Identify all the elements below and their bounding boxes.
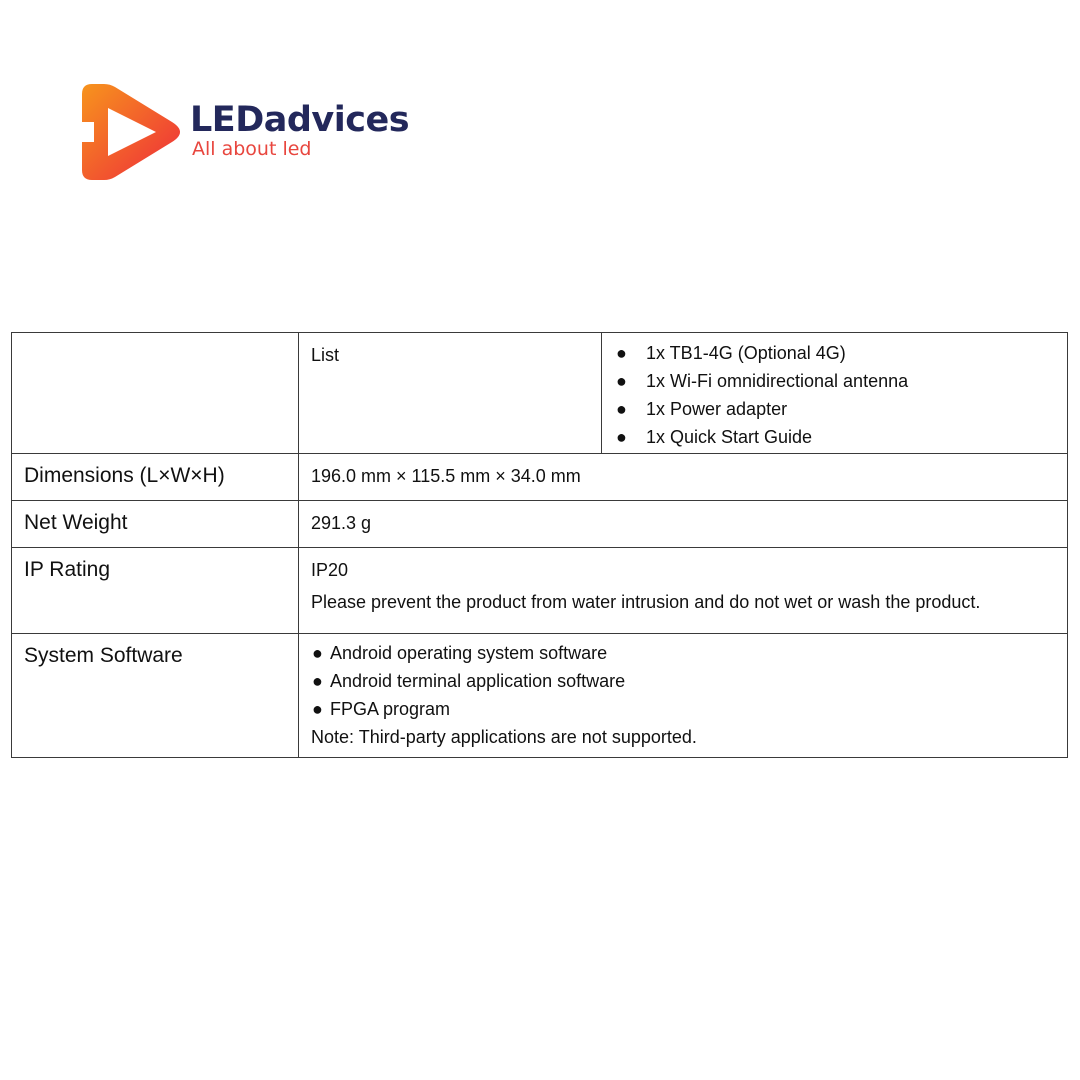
list-item: ● 1x TB1-4G (Optional 4G) xyxy=(614,339,1067,367)
bullet-icon: ● xyxy=(616,343,627,363)
list-item: ● FPGA program xyxy=(311,695,1055,723)
brand-logo xyxy=(80,82,420,182)
bullet-icon: ● xyxy=(616,371,627,391)
row-label-empty xyxy=(12,333,299,454)
table-row xyxy=(12,634,1068,758)
ip-rating-note: Please prevent the product from water intrusion and do not wet or wash the product. xyxy=(311,592,981,612)
bullet-icon: ● xyxy=(616,399,627,419)
play-logo-icon xyxy=(80,82,180,182)
list-item: ● Android terminal application software xyxy=(311,667,1055,695)
row-label: Dimensions (L×W×H) xyxy=(12,454,299,501)
table-row xyxy=(12,333,1068,454)
package-list-cell xyxy=(602,333,1068,454)
bullet-icon: ● xyxy=(616,427,627,447)
list-item: ● Android operating system software xyxy=(311,639,1055,667)
list-item: ● 1x Quick Start Guide xyxy=(614,423,1067,451)
table-row xyxy=(12,548,1068,634)
row-sublabel: List xyxy=(299,333,602,454)
spec-table xyxy=(11,332,1068,758)
bullet-icon: ● xyxy=(312,671,323,691)
software-note: Note: Third-party applications are not supported. xyxy=(311,727,697,747)
brand-name: LEDadvices xyxy=(190,100,410,140)
list-item: ● 1x Power adapter xyxy=(614,395,1067,423)
bullet-icon: ● xyxy=(312,643,323,663)
row-value: 196.0 mm × 115.5 mm × 34.0 mm xyxy=(299,454,1068,501)
bullet-icon: ● xyxy=(312,699,323,719)
row-label: System Software xyxy=(12,634,299,758)
table-row xyxy=(12,501,1068,548)
table-row xyxy=(12,454,1068,501)
row-value: 291.3 g xyxy=(299,501,1068,548)
brand-tagline: All about led xyxy=(192,138,312,160)
package-list xyxy=(602,333,1067,451)
row-value xyxy=(299,634,1068,758)
row-label: Net Weight xyxy=(12,501,299,548)
row-label: IP Rating xyxy=(12,548,299,634)
list-item: ● 1x Wi-Fi omnidirectional antenna xyxy=(614,367,1067,395)
software-list xyxy=(311,639,1055,723)
ip-rating-value: IP20 xyxy=(311,560,349,580)
row-value xyxy=(299,548,1068,634)
